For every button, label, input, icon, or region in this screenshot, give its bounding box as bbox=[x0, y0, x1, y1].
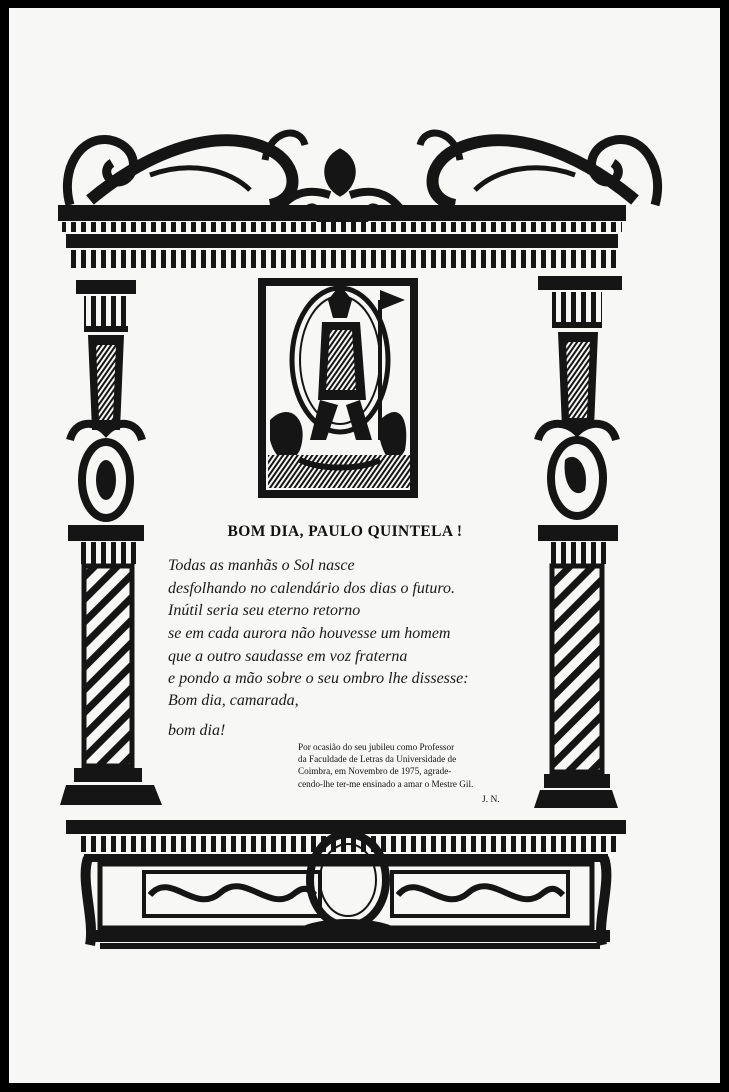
poem-line: bom dia! bbox=[168, 722, 226, 739]
poem-line: e pondo a mão sobre o seu ombro lhe dissesse: bbox=[168, 670, 469, 687]
poem-line: Bom dia, camarada, bbox=[168, 692, 299, 709]
poem-title: BOM DIA, PAULO QUINTELA ! bbox=[227, 523, 463, 540]
dedication-note bbox=[298, 741, 533, 790]
top-cornice bbox=[58, 205, 626, 221]
dedication-line: cendo-lhe ter-me ensinado a amar o Mestre Gil. bbox=[298, 778, 474, 789]
dedication-line: da Faculdade de Letras da Universidade de bbox=[298, 754, 457, 765]
top-frieze bbox=[70, 250, 618, 268]
bottom-pedestal-ornament bbox=[66, 820, 626, 949]
dedication-line: Coimbra, em Novembro de 1975, agrade- bbox=[298, 766, 452, 777]
poem-line: Todas as manhãs o Sol nasce bbox=[168, 557, 355, 574]
dedication-line: Por ocasião do seu jubileu como Professor bbox=[298, 742, 455, 752]
resurrection-woodcut-image bbox=[258, 278, 418, 498]
poem-line: que a outro saudasse em voz fraterna bbox=[168, 648, 408, 665]
left-column bbox=[60, 280, 162, 805]
poem-line: Inútil seria seu eterno retorno bbox=[168, 602, 361, 619]
poem-line: se em cada aurora não houvesse um homem bbox=[168, 625, 451, 642]
top-architrave bbox=[66, 234, 618, 248]
author-initials: J. N. bbox=[482, 795, 500, 805]
top-dentil-band bbox=[62, 222, 622, 232]
poem-line: desfolhando no calendário dos dias o futuro. bbox=[168, 580, 455, 597]
right-column bbox=[534, 276, 622, 808]
